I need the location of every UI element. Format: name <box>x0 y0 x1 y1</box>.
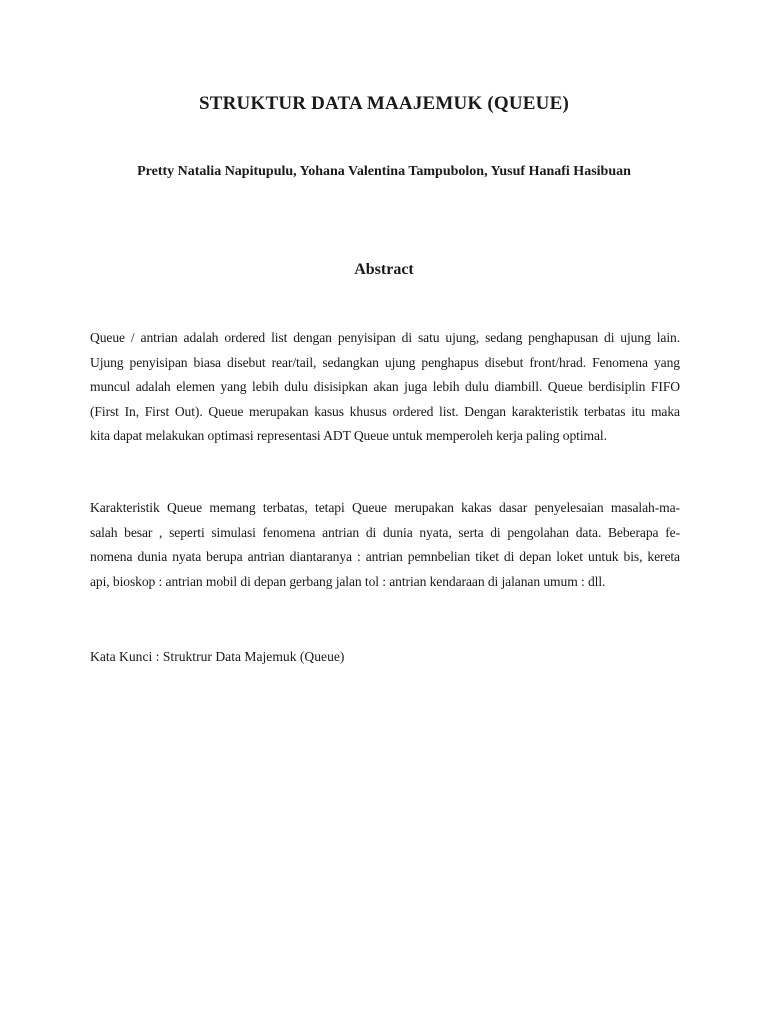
paragraph-line: Ujung penyisipan biasa disebut rear/tail, sedangkan ujung penghapus disebut front/hrad. Fenomena yang <box>90 354 680 370</box>
paragraph-line: kita dapat melakukan optimasi representasi ADT Queue untuk memperoleh kerja paling optimal. <box>90 428 607 443</box>
abstract-heading: Abstract <box>354 261 414 278</box>
abstract-paragraph-2 <box>90 496 680 594</box>
paragraph-line: nomena dunia nyata berupa antrian diantaranya : antrian pemnbelian tiket di depan loket untuk bis, kereta <box>90 549 680 564</box>
paragraph-line: api, bioskop : antrian mobil di depan gerbang jalan tol : antrian kendaraan di jalanan umum : dll. <box>90 573 606 589</box>
keywords: Kata Kunci : Struktrur Data Majemuk (Queue) <box>90 649 345 664</box>
document-title: STRUKTUR DATA MAAJEMUK (QUEUE) <box>199 93 569 114</box>
paragraph-line: Queue / antrian adalah ordered list dengan penyisipan di satu ujung, sedang penghapusan di ujung lain. <box>90 330 680 345</box>
paragraph-line: Karakteristik Queue memang terbatas, tetapi Queue merupakan kakas dasar penyelesaian masalah-ma- <box>90 500 680 515</box>
paragraph-line: salah besar , seperti simulasi fenomena antrian di dunia nyata, serta di pengolahan data. Beberapa fe- <box>90 524 680 540</box>
abstract-paragraph-1 <box>90 326 680 449</box>
author-list: Pretty Natalia Napitupulu, Yohana Valentina Tampubolon, Yusuf Hanafi Hasibuan <box>137 164 631 179</box>
paragraph-line: muncul adalah elemen yang lebih dulu disisipkan akan juga lebih dulu diambill. Queue berdisiplin FIFO <box>90 379 680 394</box>
paragraph-line: (First In, First Out). Queue merupakan kasus khusus ordered list. Dengan karakteristik terbatas itu maka <box>90 403 680 419</box>
